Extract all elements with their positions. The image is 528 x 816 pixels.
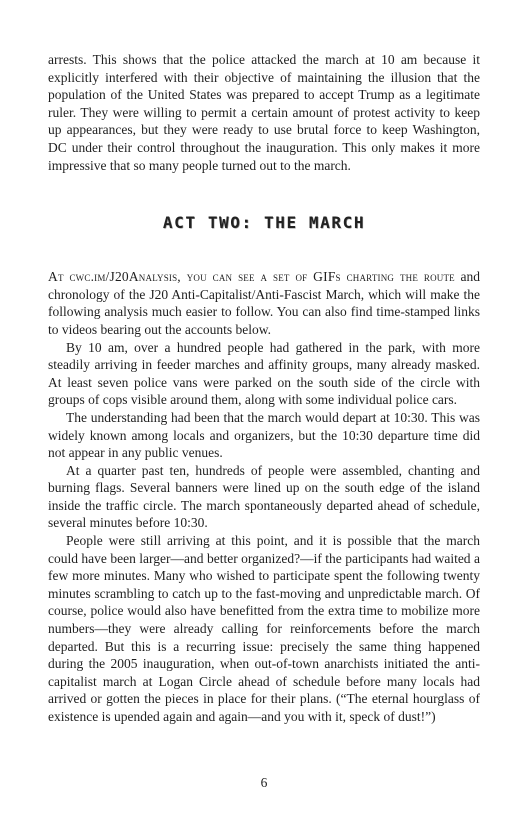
section-heading: ACT TWO: THE MARCH <box>162 213 366 233</box>
body-paragraph: People were still arriving at this point, and it is possible that the march could have been larger—and better organized?—if the participants had waited a few more minutes. Many who wished to participate spent the following twenty minutes scrambling to catch up to the fast-moving and unpredictable march. Of course, police would also have benefitted from the extra time to mobilize more numbers—they were already calling for reinforcements before the march departed. But this is a recurring issue: precisely the same thing happened during the 2005 inauguration, when out-of-town anarchists initiated the anti-capitalist march at Logan Circle ahead of schedule before many locals had arrived or gotten the pieces in place for their plans. (“The eternal hourglass of existence is upended again and again—and you with it, speck of dust!”) <box>48 533 480 724</box>
lead-rest-text: and chronology of the J20 Anti-Capitalist/Anti-Fascist March, which will make the following analysis much easier to follow. You can also find time-stamped links to videos bearing out the accounts below. <box>48 269 480 337</box>
page-number: 6 <box>260 775 268 790</box>
section-lead-paragraph <box>48 268 480 338</box>
document-page <box>48 51 480 801</box>
body-paragraph: By 10 am, over a hundred people had gathered in the park, with more steadily arriving in feeder marches and affinity groups, many already masked. At least seven police vans were parked on the south side of the circle with groups of cops visible around them, along with some individual police cars. <box>48 339 480 408</box>
continued-paragraph: arrests. This shows that the police attacked the march at 10 am because it explicitly interfered with their objective of maintaining the illusion that the population of the United States was prepared to accept Trump as a legitimate ruler. They were willing to permit a certain amount of protest activity to keep up appearances, but they were ready to use brutal force to keep Washington, DC under their control throughout the inauguration. This only makes it more impressive that so many people turned out to the march. <box>48 52 480 173</box>
body-paragraph: At a quarter past ten, hundreds of people were assembled, chanting and burning flags. Several banners were lined up on the south edge of the island inside the traffic circle. The march spontaneously departed ahead of schedule, several minutes before 10:30. <box>48 462 480 531</box>
lead-smallcaps-text: At cwc.im/J20Analysis, you can see a set of GIFs charting the route <box>48 269 455 285</box>
body-paragraph: The understanding had been that the march would depart at 10:30. This was widely known among locals and organizers, but the 10:30 departure time did not appear in any public venues. <box>48 409 480 461</box>
